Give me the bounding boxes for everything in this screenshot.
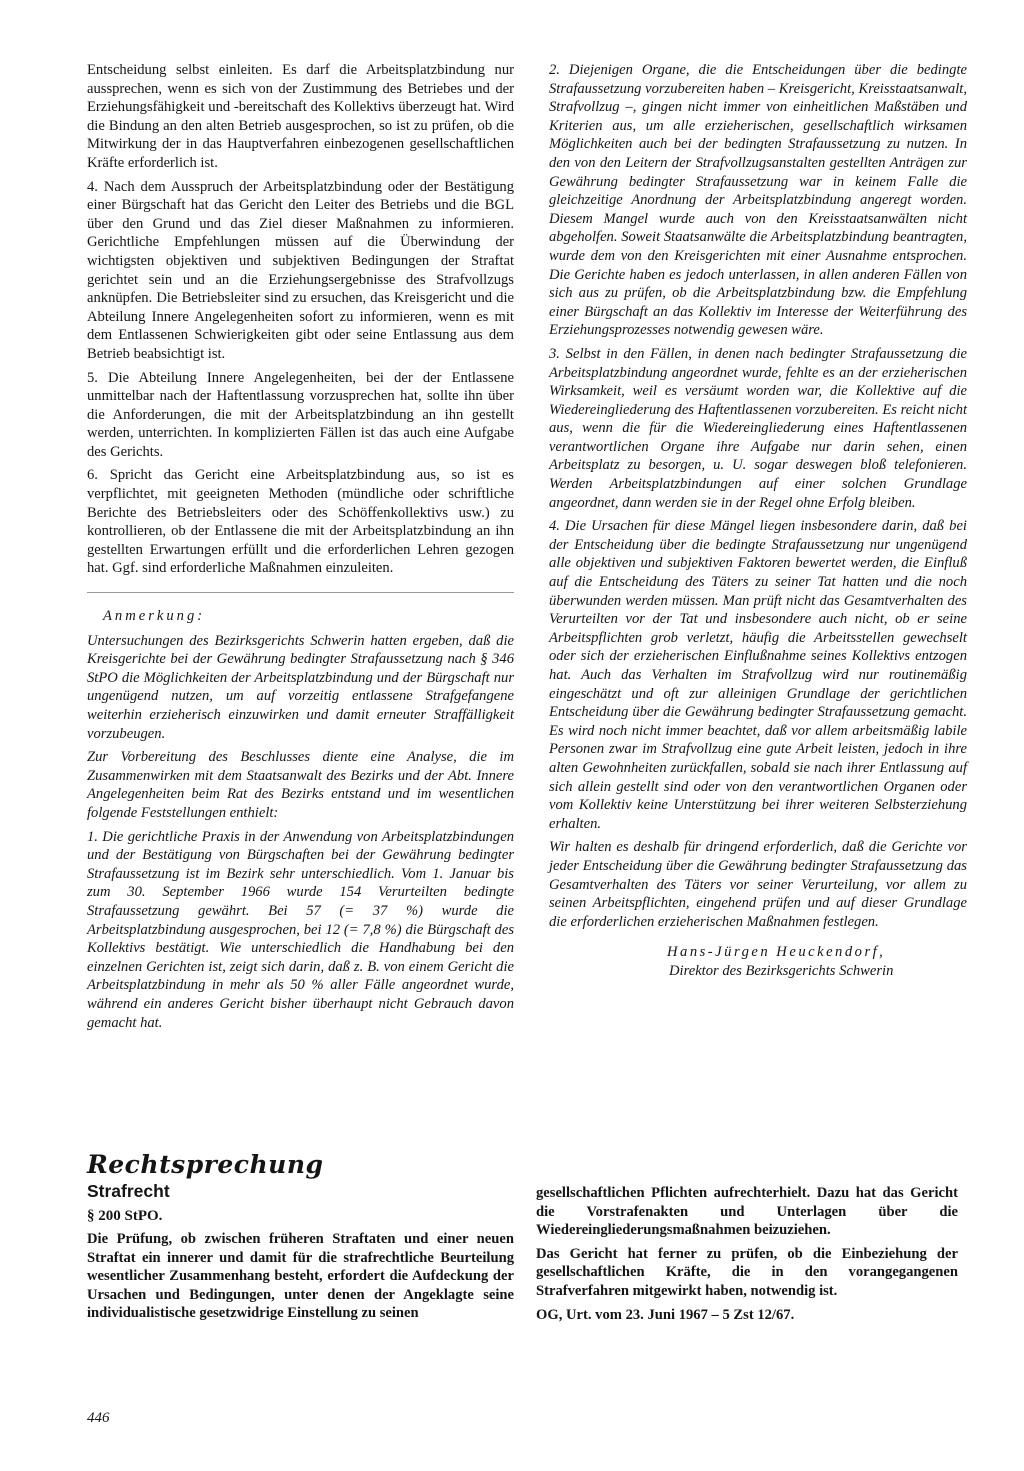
left-column-top [87,61,514,1037]
signature-name: Hans-Jürgen Heuckendorf, [667,944,886,961]
anmerkung-paragraph-1: Untersuchungen des Bezirksgerichts Schwerin hatten ergeben, daß die Kreisgerichte bei der Gewährung bedingter Strafaussetzung nach § 346 StPO die Möglichkeiten der Arbeitsplatzbindung und der Bürgschaft nur ungenügend nutzen, um auf vorzeitig entlassene Strafgefangene weiterhin erzieherisch einzuwirken und damit erneuter Straffälligkeit vorzubeugen. [87,632,514,742]
headnote-left: Die Prüfung, ob zwischen früheren Straftaten und einer neuen Straftat ein innerer und damit für die strafrechtliche Beurteilung wesentlicher Zusammenhang besteht, erfordert die Aufdeckung der Ursachen und Bedingungen, unter denen der Angeklagte seine individualistische gesetzwidrige Einstellung zu seinen [87,1231,514,1322]
page-number: 446 [87,1410,110,1426]
subheading: Strafrecht [87,1181,170,1201]
anmerkung-paragraph-3: 1. Die gerichtliche Praxis in der Anwendung von Arbeitsplatzbindungen und der Bestätigung von Bürgschaften bei der Gewährung bedingter Strafaussetzung ist im Bezirk sehr unterschiedlich. Vom 1. Januar bis zum 30. September 1966 wurde 154 Verurteilten bedingte Strafaussetzung gewährt. Bei 57 (= 37 %) wurde die Arbeitsplatzbindung ausgesprochen, bei 12 (= 7,8 %) die Bürgschaft des Kollektivs bestätigt. Wie unterschiedlich die Handhabung bei den einzelnen Gerichten ist, zeigt sich darin, daß z. B. von einem Gericht die Arbeitsplatzbindung in mehr als 50 % aller Fälle angeordnet wurde, während ein anderes Gericht bisher überhaupt nicht Gebrauch davon gemacht hat. [87,828,514,1031]
paragraph-item-4: 4. Nach dem Ausspruch der Arbeitsplatzbindung oder der Bestätigung einer Bürgschaft hat das Gericht den Leiter des Betriebs und die BGL über den Grund und das Ziel dieser Maßnahmen zu informieren. Gerichtliche Empfehlungen müssen auf die Überwindung der wichtigsten objektiven und subjektiven Bedingungen der Straftat gerichtet sein und an die Erziehungsergebnisse des Strafvollzugs anknüpfen. Die Betriebsleiter sind zu ersuchen, das Kreisgericht und die Abteilung Innere Angelegenheiten sofort zu informieren, wenn es mit dem Entlassenen Schwierigkeiten gibt oder seine Entlassung aus dem Betrieb beabsichtigt ist. [87,178,514,362]
anmerkung-paragraph-2: Zur Vorbereitung des Beschlusses diente eine Analyse, die im Zusammenwirken mit dem Staatsanwalt des Bezirks und der Abt. Innere Angelegenheiten beim Rat des Bezirks entstand und im wesentlichen folgende Feststellungen enthielt: [87,749,514,821]
signature-title: Direktor des Bezirksgerichts Schwerin [669,962,894,979]
anmerkung-label: Anmerkung: [103,608,206,625]
conclusion: Wir halten es deshalb für dringend erforderlich, daß die Gerichte vor jeder Entscheidung über die Gewährung bedingter Strafaussetzung das Gesamtverhalten des Täters vor seiner Verurteilung, vor allem zu seinen Arbeitspflichten, eingehend prüfen und auf dieser Grundlage die erforderlichen erzieherischen Maßnahmen festlegen. [549,839,967,930]
divider-rule [87,592,514,593]
citation: OG, Urt. vom 23. Juni 1967 – 5 Zst 12/67. [536,1306,795,1323]
paragraph-item-5: 5. Die Abteilung Innere Angelegenheiten, bei der der Entlassene unmittelbar nach der Haftentlassung vorzusprechen hat, sollte ihn über die Anforderungen, die mit der Arbeitsplatzbindung an ihn gestellt werden, unterrichten. In komplizierten Fällen ist das auch eine Aufgabe des Gerichts. [87,369,514,460]
finding-3: 3. Selbst in den Fällen, in denen nach bedingter Strafaussetzung die Arbeitsplatzbindung angeordnet wurde, fehlte es an der erzieherischen Wirksamkeit, weil es versäumt worden war, die Kollektive auf die Wiedereingliederung des Haftentlassenen vorzubereiten. Es reicht nicht aus, wenn die für die Wiedereingliederung eines Haftentlassenen verantwortlichen Organe ihre Aufgabe nur darin sehen, einen Arbeitsplatz zu besorgen, u. U. sogar deswegen bloß telefonieren. Werden Arbeitsplatzbindungen auf einer solchen Grundlage angeordnet, dann werden sie in der Regel ohne Erfolg bleiben. [549,345,967,511]
signature-block [549,943,967,980]
headnote-right-2: Das Gericht hat ferner zu prüfen, ob die Einbeziehung der gesellschaftlichen Kräfte, die in den vorangegangenen Strafverfahren mitgewirkt haben, notwendig ist. [536,1245,958,1299]
headnote-right-1: gesellschaftlichen Pflichten aufrechterhielt. Dazu hat das Gericht die Vorstrafenakten und Unterlagen über die Wiedereingliederungsmaßnahmen beizuziehen. [536,1185,958,1239]
right-column-bottom [536,1184,958,1329]
paragraph-item-6: 6. Spricht das Gericht eine Arbeitsplatzbindung aus, so ist es verpflichtet, mit geeigneten Methoden (mündliche oder schriftliche Berichte des Betriebsleiters oder des Schöffenkollektivs usw.) zu kontrollieren, ob der Entlassene die mit der Arbeitsplatzbindung an ihn gestellten Erwartungen erfüllt und die erforderlichen Lehren gezogen hat. Ggf. sind erforderliche Maßnahmen einzuleiten. [87,467,514,577]
paragraph-intro: Entscheidung selbst einleiten. Es darf die Arbeitsplatzbindung nur aussprechen, wenn es sich von der Zustimmung des Betriebes und der Erziehungsfähigkeit und -bereitschaft des Kollektivs überzeugt hat. Wird die Bindung an den alten Betrieb ausgesprochen, so ist zu prüfen, ob die Mitwirkung der in das Hauptverfahren einbezogenen gesellschaftlichen Kräfte erforderlich ist. [87,62,514,171]
finding-4: 4. Die Ursachen für diese Mängel liegen insbesondere darin, daß bei der Entscheidung über die bedingte Strafaussetzung nur ungenügend alle objektiven und subjektiven Faktoren bewertet werden, die Einfluß auf die Entscheidung des Täters zu seiner Tat hatten und die noch überwunden werden müssen. Man prüft nicht das Gesamtverhalten des Verurteilten vor der Tat und insbesondere auch nicht, ob er seine Arbeitspflichten grob verletzt, häufig die Arbeitsstellen gewechselt oder sich der erzieherischen Einflußnahme seines Kollektivs entzogen hat. Auch das Verhalten im Strafvollzug wird nur routinemäßig eingeschätzt und oft zur alleinigen Grundlage der gerichtlichen Entscheidung über die Gewährung bedingter Strafaussetzung gemacht. Es wird noch nicht immer beachtet, daß vor allem arbeitsmäßig labile Personen zwar im Strafvollzug eine gute Arbeit leisten, jedoch in ihre alten Gewohnheiten zurückfallen, sobald sie nach ihrer Entlassung auf sich allein gestellt sind oder von den verantwortlichen Organen oder vom Kollektiv keine Unterstützung bei ihrer weiteren Selbsterziehung erhalten. [549,518,967,832]
left-column-bottom [87,1180,514,1328]
finding-2: 2. Diejenigen Organe, die die Entscheidungen über die bedingte Strafaussetzung vorzubereiten haben – Kreisgericht, Kreisstaatsanwalt, Strafvollzug –, gingen nicht immer von einheitlichen Maßstäben und Kriterien aus, um alle erzieherischen, gesellschaftlich wirksamen Möglichkeiten auch bei der bedingten Strafaussetzung zu nutzen. In den von den Leitern der Strafvollzugsanstalten gestellten Anträgen zur Gewährung bedingter Strafaussetzung war in keinem Falle die gleichzeitige Anordnung der Arbeitsplatzbindung angeregt worden. Diesem Mangel wurde auch von den Kreisstaatsanwälten nicht abgeholfen. Soweit Staatsanwälte die Arbeitsplatzbindung beantragten, wurde dem von den Kreisgerichten mit einer Ausnahme entsprochen. Die Gerichte haben es jedoch unterlassen, in allen anderen Fällen von sich aus zu prüfen, ob die Arbeitsplatzbindung bzw. die Empfehlung einer Bürgschaft an das Kollektiv im Interesse der Weiterführung des Erziehungsprozesses notwendig gewesen wäre. [549,62,967,339]
paragraph-reference: § 200 StPO. [87,1208,163,1224]
section-heading: Rechtsprechung [87,1150,324,1179]
right-column-top [549,61,967,981]
